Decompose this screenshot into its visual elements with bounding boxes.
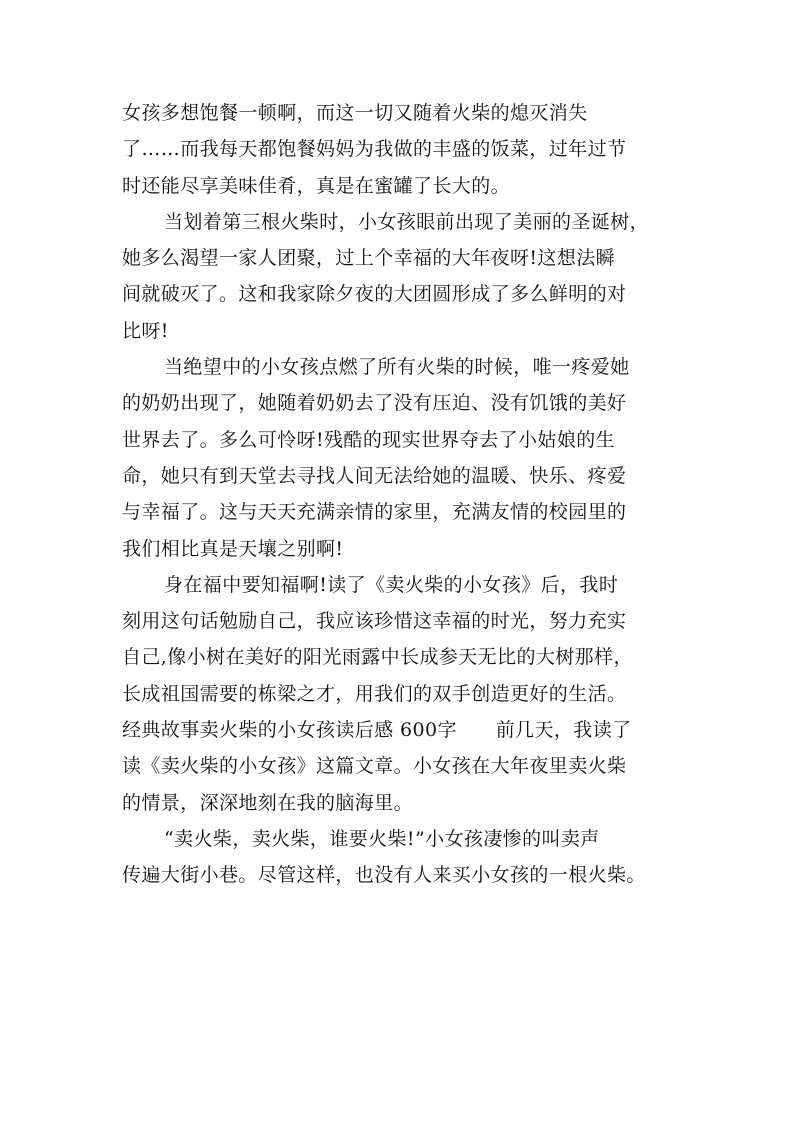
text-line: 的情景，深深地刻在我的脑海里。 — [122, 791, 414, 814]
text-line: 读《卖火柴的小女孩》这篇文章。小女孩在大年夜里卖火柴 — [122, 755, 627, 778]
text-line: 刻用这句话勉励自己，我应该珍惜这幸福的时光，努力充实 — [122, 610, 627, 633]
paragraph-start-line: 身在福中要知福啊!读了《卖火柴的小女孩》后，我时 — [164, 573, 619, 596]
text-line: 了……而我每天都饱餐妈妈为我做的丰盛的饭菜，过年过节 — [122, 138, 627, 161]
text-line: 长成祖国需要的栋梁之才，用我们的双手创造更好的生活。 — [122, 682, 627, 705]
text-line: 比呀! — [122, 319, 169, 342]
paragraph-start-line: “卖火柴，卖火柴，谁要火柴!”小女孩凄惨的叫卖声 — [164, 827, 600, 850]
text-line: 与幸福了。这与天天充满亲情的家里，充满友情的校园里的 — [122, 501, 627, 524]
text-line: 命，她只有到天堂去寻找人间无法给她的温暖、快乐、疼爱 — [122, 464, 627, 487]
text-line: 传遍大街小巷。尽管这样，也没有人来买小女孩的一根火柴。 — [122, 864, 646, 887]
text-line: 经典故事卖火柴的小女孩读后感 600字 前几天，我读了 — [122, 719, 632, 742]
text-line: 的奶奶出现了，她随着奶奶去了没有压迫、没有饥饿的美好 — [122, 392, 627, 415]
paragraph-start-line: 当划着第三根火柴时，小女孩眼前出现了美丽的圣诞树， — [164, 210, 650, 233]
text-line: 时还能尽享美味佳肴，真是在蜜罐了长大的。 — [122, 174, 511, 197]
text-line: 女孩多想饱餐一顿啊，而这一切又随着火柴的熄灭消失 — [122, 102, 588, 124]
paragraph-start-line: 当绝望中的小女孩点燃了所有火柴的时候，唯一疼爱她 — [164, 356, 630, 379]
text-line: 我们相比真是天壤之别啊! — [122, 537, 344, 560]
text-line: 她多么渴望一家人团聚，过上个幸福的大年夜呀!这想法瞬 — [122, 247, 616, 270]
text-line: 世界去了。多么可怜呀!残酷的现实世界夺去了小姑娘的生 — [122, 428, 616, 451]
text-line: 自己,像小树在美好的阳光雨露中长成参天无比的大树那样， — [122, 646, 633, 669]
text-line: 间就破灭了。这和我家除夕夜的大团圆形成了多么鲜明的对 — [122, 283, 627, 306]
body-text — [122, 95, 692, 894]
